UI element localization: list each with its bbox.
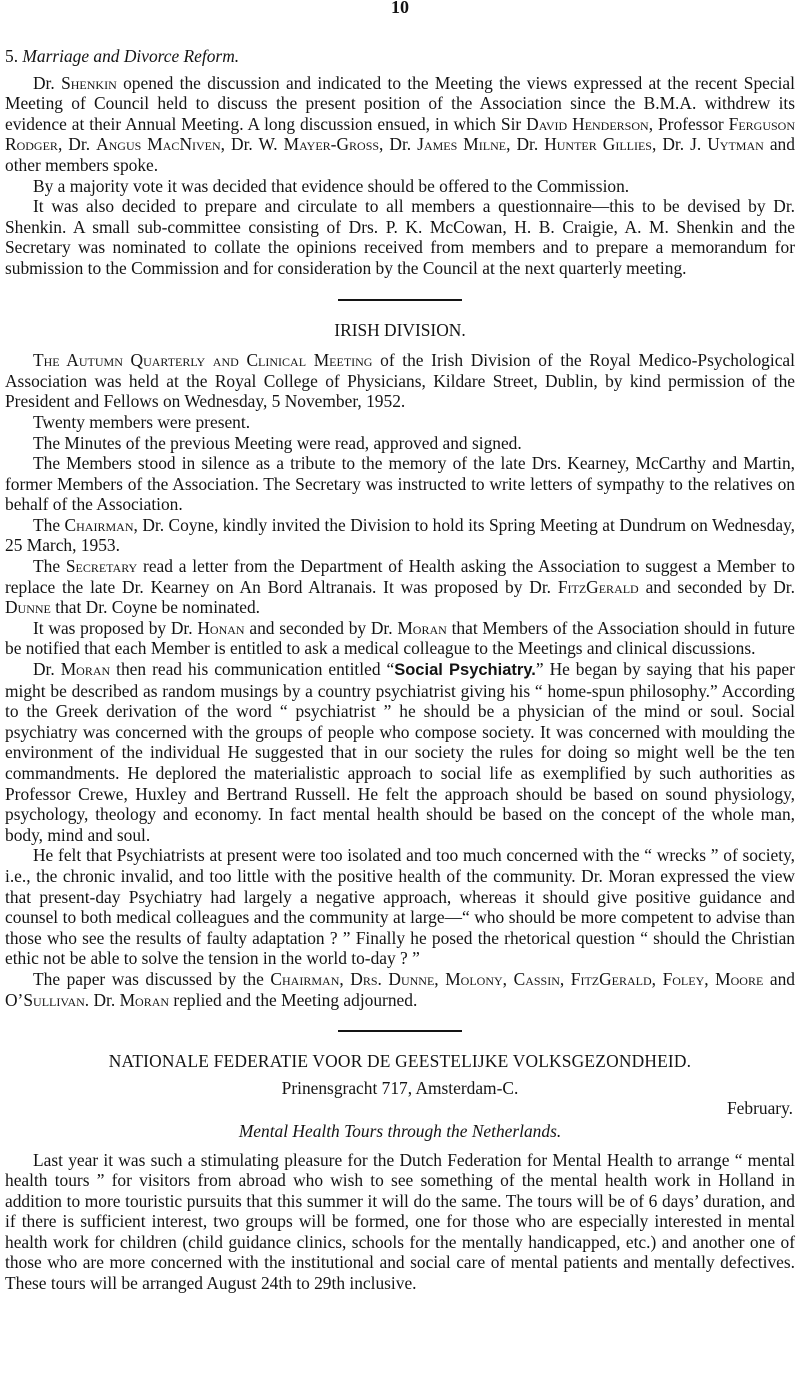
text: The paper was discussed by the <box>33 968 264 989</box>
paragraph-irish-1 <box>5 350 795 412</box>
name-mayer-gross: Mayer-Gross <box>283 134 380 155</box>
paragraph-irish-8 <box>5 659 795 845</box>
paragraph-irish-9: He felt that Psychiatrists at present were too isolated and too much concerned with the “ wrecks ” of society, i.e., the chronic invalid, and too little with the positive health of the community. Dr. Moran expressed the view that present-day Psychiatry had largely a negative approach, whereas it should give positive guidance and counsel to both medical colleagues and the community at large—“ who should be more competent to advise than those who see the results of faulty adaptation ? ” Finally he posed the rhetorical question “ should the Christian ethic not be able to solve the tension in the world to-day ? ” <box>5 845 795 969</box>
text: He began by saying that his paper might be described as random musings by a country psychiatrist giving his “ home-spun philosophy.” According to the Greek derivation of the word “ psychiatrist ” he should be a physician of the mind or soul. Social psychiatry was concerned with the groups of people who compose society. It was concerned with moulding the environment of the individual He suggested that in our society the rules for doing so might well be the ten commandments. He deplored the materialistic approach to social life as exemplified by such authorities as Professor Crewe, Huxley and Bertrand Russell. He felt the approach should be based on sound physiology, psychology, theology and economy. In fact mental health should be based on the concept of the whole man, body, mind and soul. <box>5 659 795 845</box>
section-title: Marriage and Divorce Reform. <box>22 46 240 66</box>
page <box>5 0 795 1393</box>
paragraph-irish-10 <box>5 969 795 1010</box>
text: and seconded by Dr. <box>249 617 393 638</box>
meeting-title: The Autumn Quarterly and Clinical Meeting <box>33 350 373 371</box>
name-osullivan: O’Sullivan <box>5 989 85 1010</box>
divider <box>338 299 462 301</box>
name-honan: Honan <box>197 617 245 638</box>
text: opened the discussion and indicated to the Meeting the views expressed at the recent Special Meeting of Council held to discuss the present position of the Association since the B.M.A. withdrew its evidence at their Annual Meeting. A long discussion ensued, in which Sir <box>5 72 795 134</box>
name-macniven: Angus MacNiven <box>96 134 221 155</box>
paragraph-irish-3: The Minutes of the previous Meeting were read, approved and signed. <box>33 432 522 453</box>
text: read a letter from the Department of Health asking the Association to suggest a Member to replace the late Dr. Kearney on An Bord Altranais. It was proposed by Dr. <box>5 556 795 597</box>
text: Dr. <box>33 659 55 680</box>
irish-division-heading: IRISH DIVISION. <box>334 319 466 340</box>
name-rodger: Ferguson Rodger <box>5 113 795 155</box>
quote-mark: “ <box>386 659 395 680</box>
text: The <box>33 514 61 535</box>
name-moran: Moran <box>60 659 111 680</box>
name-chairman: Chairman <box>64 514 134 535</box>
text: then read his communication entitled <box>116 659 381 680</box>
name-moran: Moran <box>397 617 447 638</box>
letter-date: February. <box>727 1098 793 1119</box>
text: , Dr. <box>57 134 91 155</box>
quote-mark: ” <box>535 659 544 680</box>
name-henderson: David Henderson <box>526 113 649 134</box>
text: , Dr. W. <box>220 134 278 155</box>
text: , Dr. J. <box>652 134 702 155</box>
text: , Dr. Coyne, kindly invited the Division to hold its Spring Meeting at Dundrum on Wednesday, 25 March, 1953. <box>5 514 795 556</box>
paragraph-federatie-1: Last year it was such a stimulating pleasure for the Dutch Federation for Mental Health to arrange “ mental health tours ” for visitors from abroad who wish to see something of the mental health work in Holland in addition to more touristic pursuits that this summer it will do the same. The tours will be of 6 days’ duration, and if there is sufficient interest, two groups will be formed, one for those who are especially interested in mental health work for children (child guidance clinics, schools for the mentally handicapped, etc.) and another one of those who are more concerned with the institutional and social care of mental patients and mentally defectives. These tours will be arranged August 24th to 29th inclusive. <box>5 1149 795 1294</box>
text: replied and the Meeting adjourned. <box>173 989 418 1010</box>
federatie-address: Prinensgracht 717, Amsterdam-C. <box>281 1077 519 1098</box>
name-milne: James Milne <box>417 134 507 155</box>
text: . Dr. <box>84 989 116 1010</box>
text: that Dr. Coyne be nominated. <box>55 597 261 618</box>
paragraph-marriage-1 <box>5 73 795 176</box>
text: and seconded by Dr. <box>645 576 795 597</box>
name-dunne: Dunne <box>5 597 51 618</box>
name-fitzgerald: FitzGerald <box>557 576 639 597</box>
text: of the Irish Division of the Royal Medico-Psychological Association was held at the Royal College of Physicians, Kildare Street, Dublin, by kind permission of the President and Fellows on Wednesday, 5 November, 1952. <box>5 350 795 412</box>
paragraph-irish-5 <box>5 515 795 556</box>
article-subtitle: Mental Health Tours through the Netherlands. <box>238 1120 562 1141</box>
text: Dr. <box>33 72 55 93</box>
paragraph-irish-6 <box>5 556 795 618</box>
page-number: 10 <box>391 0 409 17</box>
section-number: 5. <box>5 46 19 66</box>
text: and <box>769 968 795 989</box>
text: It was proposed by Dr. <box>33 617 193 638</box>
paragraph-irish-7 <box>5 618 795 659</box>
name-gillies: Hunter Gillies <box>544 134 652 155</box>
discussants: Chairman, Drs. Dunne, Molony, Cassin, FitzGerald, Foley, Moore <box>270 968 764 989</box>
divider <box>338 1030 462 1032</box>
name-uytman: Uytman <box>707 134 764 155</box>
name-secretary: Secretary <box>65 556 138 577</box>
name-shenkin: Shenkin <box>61 72 117 93</box>
text: , Professor <box>648 113 724 134</box>
text: , Dr. <box>379 134 412 155</box>
section-heading-marriage <box>5 46 795 67</box>
text: that Members of the Association should in future be notified that each Member is entitled to ask a medical colleague to the Meetings and clinical discussions. <box>5 617 795 659</box>
paragraph-marriage-3: It was also decided to prepare and circulate to all members a questionnaire—this to be devised by Dr. Shenkin. A small sub-committee consisting of Drs. P. K. McCowan, H. B. Craigie, A. M. Shenkin and the Secretary was nominated to collate the opinions received from members and to prepare a memorandum for submission to the Commission and for consideration by the Council at the next quarterly meeting. <box>5 196 795 278</box>
text: and other members spoke. <box>5 134 795 175</box>
paragraph-irish-4: The Members stood in silence as a tribute to the memory of the late Drs. Kearney, McCarthy and Martin, former Members of the Association. The Secretary was instructed to write letters of sympathy to the relatives on behalf of the Association. <box>5 453 795 515</box>
communication-title: Social Psychiatry. <box>394 661 536 680</box>
paragraph-irish-2: Twenty members were present. <box>33 411 251 432</box>
text: The <box>33 556 61 577</box>
paragraph-marriage-2: By a majority vote it was decided that evidence should be offered to the Commission. <box>33 175 630 196</box>
name-moran: Moran <box>119 989 170 1010</box>
text: , Dr. <box>506 134 539 155</box>
federatie-heading: NATIONALE FEDERATIE VOOR DE GEESTELIJKE VOLKSGEZONDHEID. <box>108 1051 692 1072</box>
